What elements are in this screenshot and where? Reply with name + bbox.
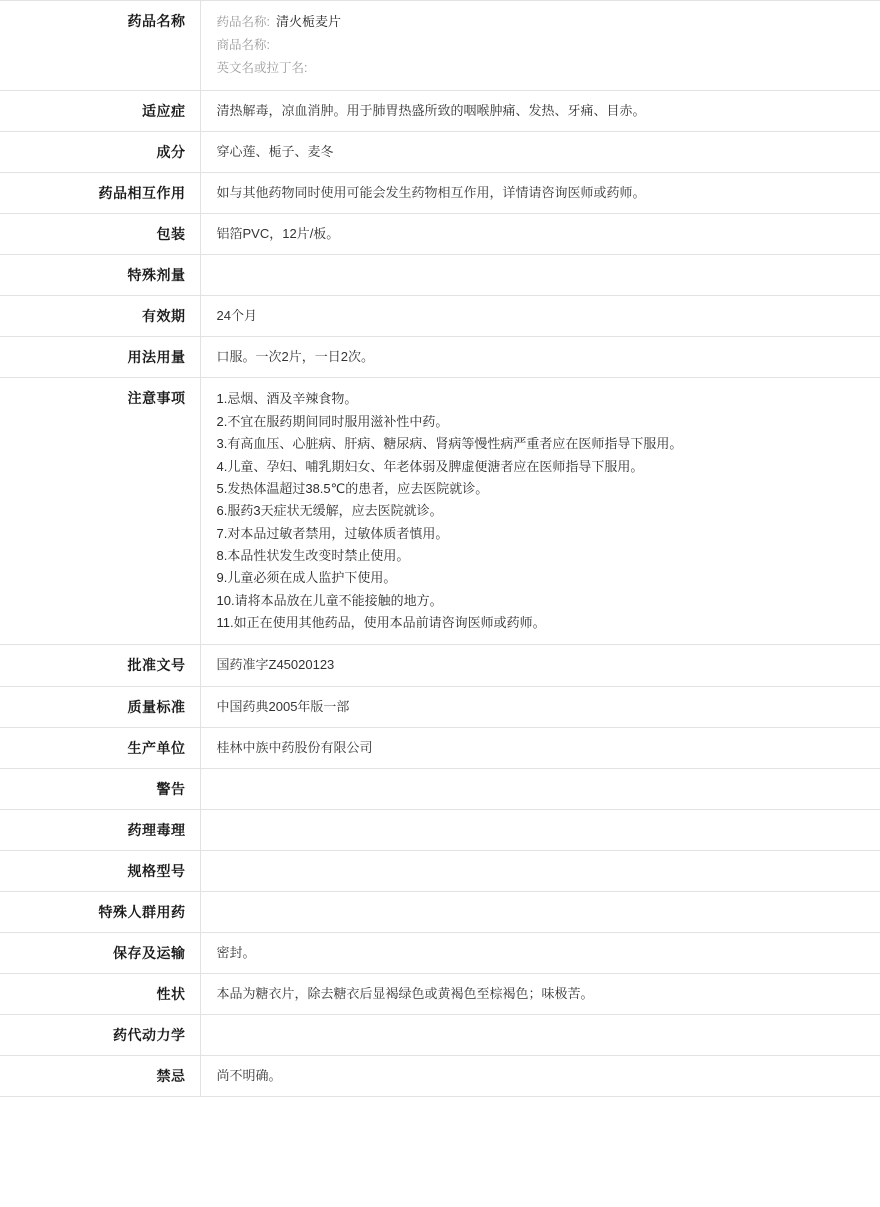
row-label-precautions: 注意事项 (0, 378, 200, 645)
table-row (0, 932, 880, 973)
latin-name-key: 英文名或拉丁名: (216, 60, 308, 75)
trade-name-value (270, 37, 276, 52)
table-row (0, 686, 880, 727)
table-row (0, 172, 880, 213)
table-row (0, 891, 880, 932)
row-value-pharmacokinetics (200, 1015, 880, 1056)
bottom-spacer (0, 1097, 880, 1207)
table-row (0, 1, 880, 91)
precautions-list (217, 388, 869, 634)
table-row (0, 973, 880, 1014)
row-value-specification-model (200, 850, 880, 891)
row-label-shelf-life: 有效期 (0, 296, 200, 337)
row-value-dosage-administration: 口服。一次2片，一日2次。 (216, 349, 374, 365)
row-value-quality-standard: 中国药典2005年版一部 (216, 698, 350, 714)
latin-name-value (307, 60, 313, 75)
list-item: 6.服药3天症状无缓解，应去医院就诊。 (216, 503, 443, 519)
row-value-special-dosage (200, 255, 880, 296)
row-label-manufacturer: 生产单位 (0, 727, 200, 768)
row-value-shelf-life: 24个月 (216, 308, 257, 324)
table-row (0, 809, 880, 850)
drug-name-line (217, 11, 869, 34)
list-item: 10.请将本品放在儿童不能接触的地方。 (216, 592, 443, 608)
table-row (0, 1056, 880, 1097)
drug-name-value: 清火栀麦片 (275, 14, 341, 29)
row-label-special-population: 特殊人群用药 (0, 891, 200, 932)
list-item: 2.不宜在服药期间同时服用滋补性中药。 (216, 413, 449, 429)
row-label-indications: 适应症 (0, 90, 200, 131)
row-value-contraindications: 尚不明确。 (216, 1068, 282, 1084)
row-label-dosage-administration: 用法用量 (0, 337, 200, 378)
list-item: 5.发热体温超过38.5℃的患者，应去医院就诊。 (216, 480, 489, 496)
row-label-interactions: 药品相互作用 (0, 172, 200, 213)
list-item: 8.本品性状发生改变时禁止使用。 (216, 547, 410, 563)
table-row (0, 727, 880, 768)
table-row (0, 131, 880, 172)
table-row (0, 255, 880, 296)
latin-name-line (217, 57, 869, 80)
row-label-drug-name: 药品名称 (0, 1, 200, 91)
trade-name-key: 商品名称: (216, 37, 270, 52)
row-label-warning: 警告 (0, 768, 200, 809)
row-value-interactions: 如与其他药物同时使用可能会发生药物相互作用，详情请咨询医师或药师。 (216, 184, 646, 200)
row-label-quality-standard: 质量标准 (0, 686, 200, 727)
list-item: 7.对本品过敏者禁用，过敏体质者慎用。 (216, 525, 449, 541)
row-value-approval-number: 国药准字Z45020123 (216, 657, 335, 673)
row-label-approval-number: 批准文号 (0, 645, 200, 686)
list-item: 1.忌烟、酒及辛辣食物。 (216, 391, 358, 407)
table-row (0, 296, 880, 337)
drug-name-key: 药品名称: (216, 15, 270, 29)
drug-info-table-body (0, 1, 880, 1097)
row-value-special-population (200, 891, 880, 932)
row-value-pharmacology-toxicology (200, 809, 880, 850)
row-value-packaging: 铝箔PVC，12片/板。 (216, 226, 340, 242)
row-value-manufacturer: 桂林中族中药股份有限公司 (216, 739, 373, 755)
row-value-appearance: 本品为糖衣片，除去糖衣后显褐绿色或黄褐色至棕褐色；味极苦。 (216, 985, 594, 1001)
row-value-storage-transport: 密封。 (216, 944, 256, 960)
row-label-pharmacology-toxicology: 药理毒理 (0, 809, 200, 850)
row-label-contraindications: 禁忌 (0, 1056, 200, 1097)
table-row (0, 768, 880, 809)
table-row (0, 378, 880, 645)
row-label-specification-model: 规格型号 (0, 850, 200, 891)
row-label-pharmacokinetics: 药代动力学 (0, 1015, 200, 1056)
row-value-precautions (200, 378, 880, 645)
row-value-ingredients: 穿心莲、栀子、麦冬 (216, 143, 334, 159)
row-label-packaging: 包装 (0, 214, 200, 255)
table-row (0, 214, 880, 255)
list-item: 9.儿童必须在成人监护下使用。 (216, 570, 397, 586)
row-value-drug-name (200, 1, 880, 91)
table-row (0, 90, 880, 131)
table-row (0, 645, 880, 686)
row-value-indications: 清热解毒，凉血消肿。用于肺胃热盛所致的咽喉肿痛、发热、牙痛、目赤。 (216, 102, 646, 118)
list-item: 11.如正在使用其他药品，使用本品前请咨询医师或药师。 (216, 615, 546, 631)
row-label-ingredients: 成分 (0, 131, 200, 172)
table-row (0, 337, 880, 378)
table-row (0, 1015, 880, 1056)
list-item: 4.儿童、孕妇、哺乳期妇女、年老体弱及脾虚便溏者应在医师指导下服用。 (216, 458, 644, 474)
list-item: 3.有高血压、心脏病、肝病、糖尿病、肾病等慢性病严重者应在医师指导下服用。 (216, 436, 683, 452)
row-label-special-dosage: 特殊剂量 (0, 255, 200, 296)
row-label-storage-transport: 保存及运输 (0, 932, 200, 973)
row-value-warning (200, 768, 880, 809)
table-row (0, 850, 880, 891)
trade-name-line (217, 34, 869, 57)
row-label-appearance: 性状 (0, 973, 200, 1014)
